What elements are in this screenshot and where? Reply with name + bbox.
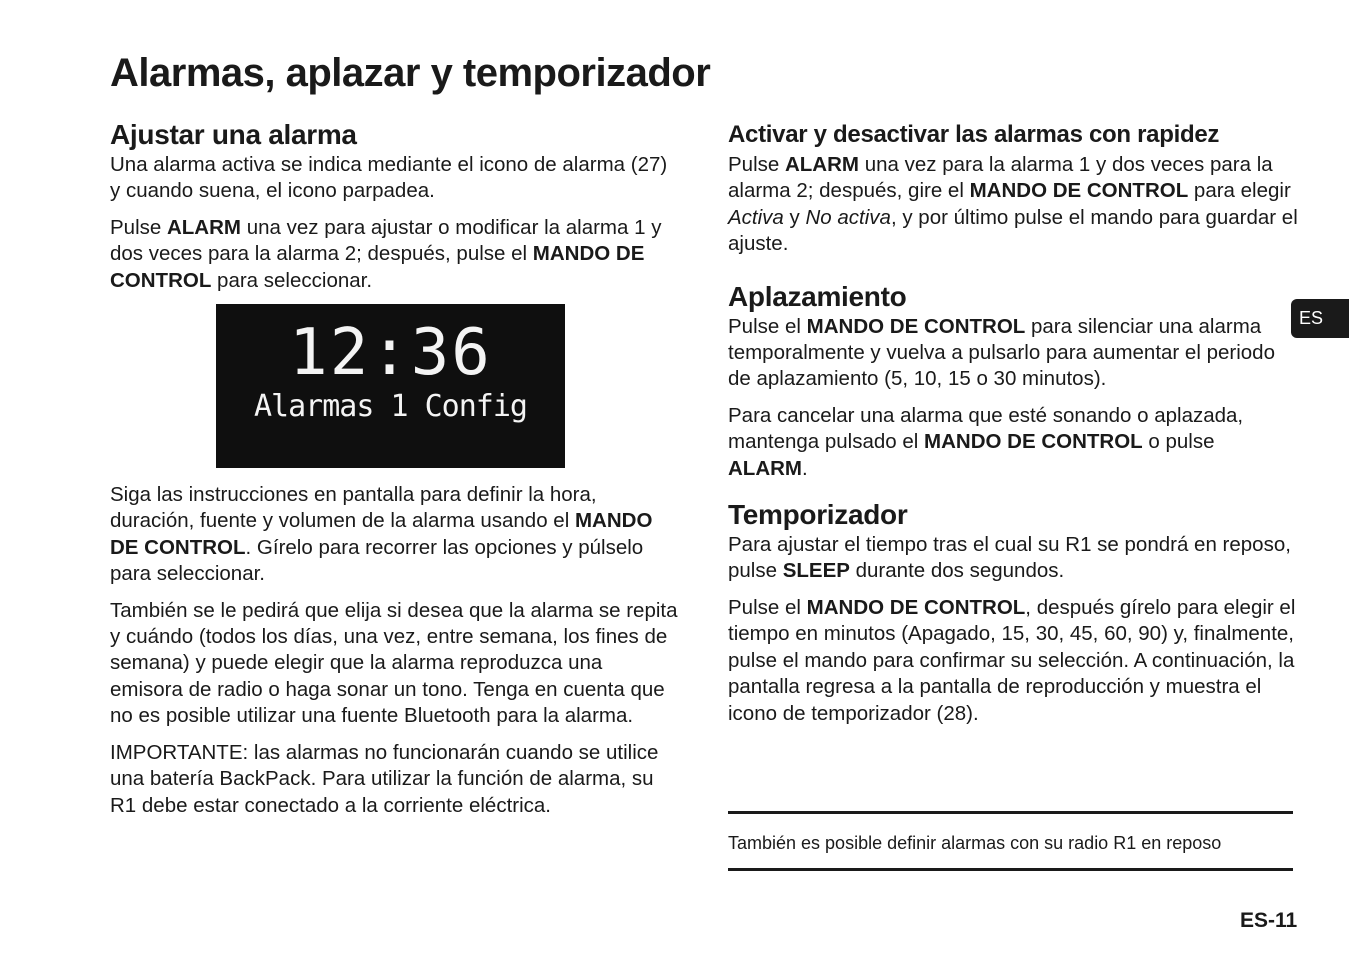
repeat-paragraph: También se le pedirá que elija si desea que la alarma se repita y cuándo (todos los días, una vez, entre semana, los fines de semana) y puede elegir que la alarma reproduzca una emisora de radio o haga sonar un tono. Tenga en cuenta que no es posible utilizar una fuente Bluetooth para la alarma. — [110, 598, 678, 728]
snooze-heading: Aplazamiento — [728, 280, 907, 312]
display-menu-text: Alarmas 1 Config — [254, 389, 527, 425]
control-knob-keyword: MANDO DE CONTROL — [110, 509, 653, 559]
alarm-intro-paragraph: Una alarma activa se indica mediante el icono de alarma (27) y cuando suena, el icono parpadea. — [110, 153, 668, 203]
control-knob-keyword: MANDO DE CONTROL — [110, 242, 645, 292]
instructions-paragraph: Siga las instrucciones en pantalla para definir la hora, duración, fuente y volumen de la alarma usando el MANDO DE CONTROL. Gírelo para recorrer las opciones y púlselo para seleccionar. — [110, 483, 653, 586]
standby-note-text: También es posible definir alarmas con su radio R1 en reposo — [728, 833, 1222, 853]
radio-display — [216, 304, 565, 468]
right-column — [728, 118, 1298, 737]
cancel-alarm-paragraph: Para cancelar una alarma que esté sonando o aplazada, mantenga pulsado el MANDO DE CONTROL o pulse ALARM. — [728, 403, 1244, 480]
left-column — [110, 118, 678, 829]
quick-toggle-heading: Activar y desactivar las alarmas con rapidez — [728, 121, 1220, 148]
alarm-button-paragraph: Pulse ALARM una vez para ajustar o modificar la alarma 1 y dos veces para la alarma 2; después, pulse el MANDO DE CONTROL para seleccionar. — [110, 215, 662, 292]
alarm-keyword: ALARM — [166, 215, 241, 239]
page-title: Alarmas, aplazar y temporizador — [110, 51, 711, 95]
sleep-timer-heading: Temporizador — [728, 499, 908, 531]
set-alarm-heading: Ajustar una alarma — [110, 119, 357, 150]
sleep-duration-paragraph: Pulse el MANDO DE CONTROL, después gírelo para elegir el tiempo en minutos (Apagado, 15, 30, 45, 60, 90) y, finalmente, pulse el mando para confirmar su selección. A continuación, la pantalla regresa a la pantalla de reproducción y muestra el icono de temporizador (28). — [728, 595, 1296, 725]
quick-toggle-paragraph: Pulse ALARM una vez para la alarma 1 y dos veces para la alarma 2; después, gire el MANDO DE CONTROL para elegir Activa y No activa, y por último pulse el mando para guardar el ajuste. — [728, 153, 1298, 256]
display-time: 12:36 — [289, 316, 492, 391]
sleep-timer-paragraph: Para ajustar el tiempo tras el cual su R1 se pondrá en reposo, pulse SLEEP durante dos segundos. — [728, 533, 1291, 583]
important-paragraph: IMPORTANTE: las alarmas no funcionarán cuando se utilice una batería BackPack. Para utilizar la función de alarma, su R1 debe estar conectado a la corriente eléctrica. — [110, 740, 659, 817]
page-number: ES-11 — [1240, 909, 1298, 932]
snooze-paragraph: Pulse el MANDO DE CONTROL para silenciar una alarma temporalmente y vuelva a pulsarlo para aumentar el periodo de aplazamiento (5, 10, 15 o 30 minutos). — [728, 314, 1275, 391]
language-tab: ES — [1291, 299, 1349, 338]
standby-note — [728, 811, 1293, 871]
